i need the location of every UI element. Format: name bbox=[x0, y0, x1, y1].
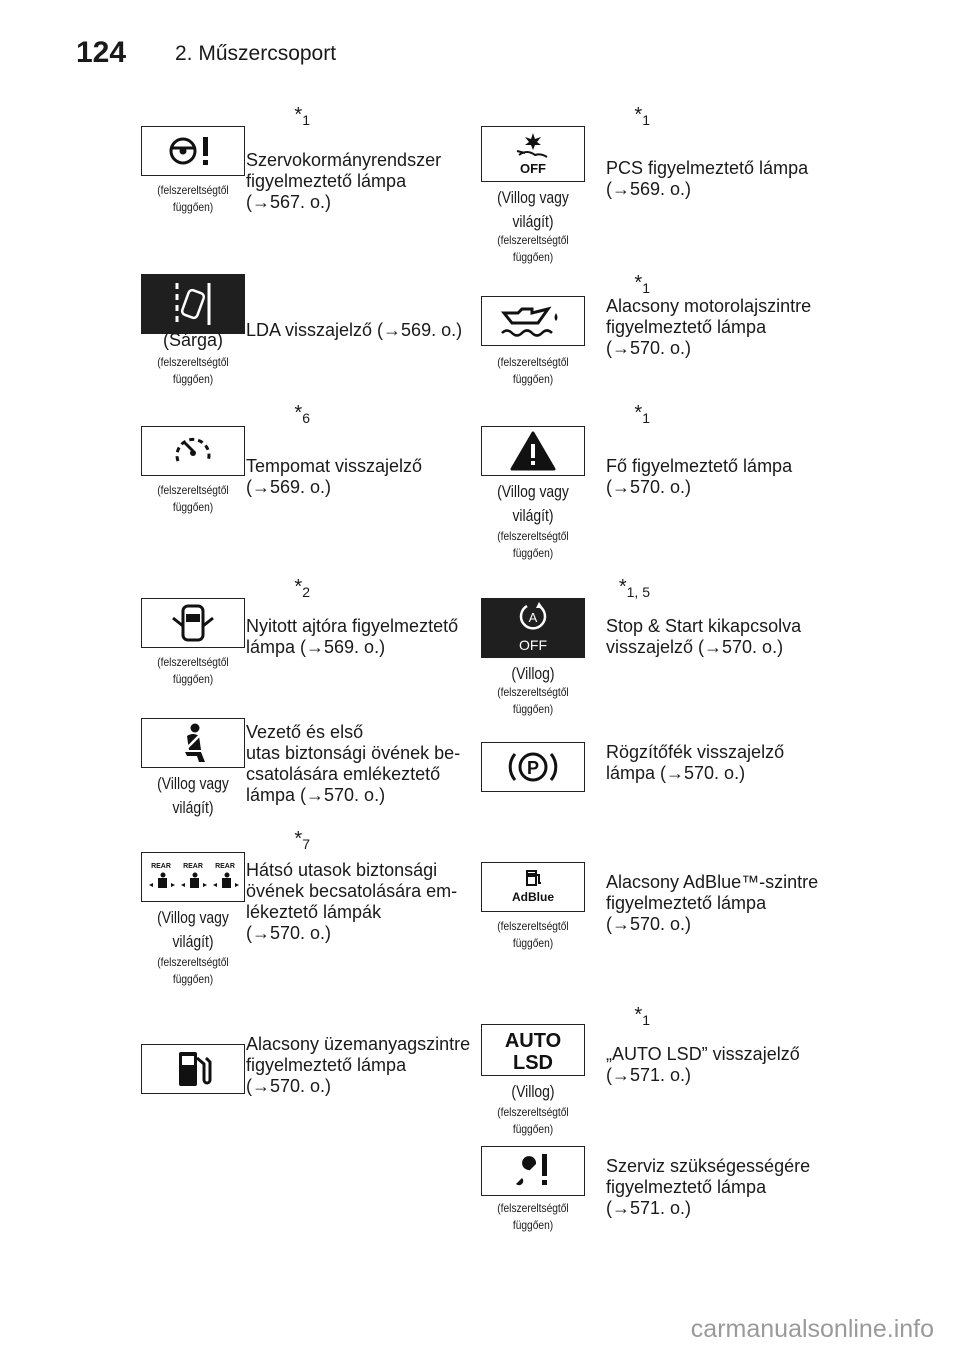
page-number: 124 bbox=[76, 36, 127, 69]
svg-text:A: A bbox=[528, 610, 538, 625]
page-header bbox=[0, 0, 960, 95]
footnote-marker: $*_1$ bbox=[634, 104, 650, 128]
svg-text:REAR: REAR bbox=[215, 863, 235, 870]
svg-text:AdBlue: AdBlue bbox=[512, 890, 554, 904]
indicator-description: Tempomat visszajelző (→569. o.) bbox=[246, 456, 423, 497]
pcs-off-icon bbox=[481, 126, 585, 182]
availability-note: (felszereltségtől függően) bbox=[157, 955, 229, 986]
indicator-description: Szervokormányrendszer figyelmeztető lámpa (→567. o.) bbox=[246, 150, 442, 212]
svg-text:AUTO: AUTO bbox=[504, 1030, 562, 1052]
availability-note: (felszereltségtől függően) bbox=[497, 1105, 569, 1136]
mode-note: (Villog) bbox=[511, 1082, 555, 1101]
availability-note: (felszereltségtől függően) bbox=[497, 919, 569, 950]
footnote-marker: $*_1$ bbox=[634, 272, 650, 296]
oil-level-icon bbox=[481, 296, 585, 346]
indicator-description: Alacsony motorolajszintre figyelmeztető lámpa (→570. o.) bbox=[606, 296, 812, 358]
watermark: carmanualsonline.info bbox=[690, 1315, 934, 1343]
parking-brake-icon bbox=[481, 742, 585, 792]
availability-note: (felszereltségtől függően) bbox=[497, 233, 569, 264]
indicator-description: Szerviz szükségességére figyelmeztető lámpa (→571. o.) bbox=[606, 1156, 811, 1218]
fuel-icon bbox=[141, 1044, 245, 1094]
availability-note: (felszereltségtől függően) bbox=[497, 685, 569, 716]
cruise-control-icon bbox=[141, 426, 245, 476]
footnote-marker: $*_{1, 5}$ bbox=[618, 576, 650, 600]
footnote-marker: $*_1$ bbox=[634, 402, 650, 426]
lda-icon bbox=[141, 274, 245, 334]
mode-note: (Villog vagy világít) bbox=[157, 774, 229, 817]
indicator-description: LDA visszajelző (→569. o.) bbox=[246, 320, 463, 340]
indicator-description: Stop & Start kikapcsolva visszajelző (→570. o.) bbox=[606, 616, 802, 657]
availability-note: (felszereltségtől függően) bbox=[157, 183, 229, 214]
indicator-description: Nyitott ajtóra figyelmeztető lámpa (→569. o.) bbox=[246, 616, 459, 657]
chapter-title: 2. Műszercsoport bbox=[175, 42, 337, 65]
mode-note: (Villog vagy világít) bbox=[157, 908, 229, 951]
footnote-marker: $*_1$ bbox=[634, 1004, 650, 1028]
indicator-description: Rögzítőfék visszajelző lámpa (→570. o.) bbox=[606, 742, 785, 783]
mode-note: (Villog vagy világít) bbox=[497, 482, 569, 525]
availability-note: (felszereltségtől függően) bbox=[157, 655, 229, 686]
indicator-description: PCS figyelmeztető lámpa (→569. o.) bbox=[606, 158, 809, 199]
indicator-description: Alacsony üzemanyagszintre figyelmeztető lámpa (→570. o.) bbox=[246, 1034, 471, 1096]
svg-text:LSD: LSD bbox=[513, 1052, 553, 1073]
svg-text:OFF: OFF bbox=[519, 637, 547, 653]
svg-text:REAR: REAR bbox=[183, 863, 203, 870]
seatbelt-icon bbox=[141, 718, 245, 768]
indicator-description: Vezető és első utas biztonsági övének be- csatolására emlékeztető lámpa (→570. o.) bbox=[246, 722, 461, 805]
rear-seatbelt-icon bbox=[141, 852, 245, 902]
availability-note: (felszereltségtől függően) bbox=[497, 1201, 569, 1232]
indicator-description: Alacsony AdBlue™-szintre figyelmeztető lámpa (→570. o.) bbox=[606, 872, 819, 934]
adblue-icon bbox=[481, 862, 585, 912]
availability-note: (felszereltségtől függően) bbox=[497, 529, 569, 560]
availability-note: (felszereltségtől függően) bbox=[497, 355, 569, 386]
availability-note: (felszereltségtől függően) bbox=[157, 483, 229, 514]
footnote-marker: $*_1$ bbox=[294, 104, 310, 128]
auto-lsd-icon bbox=[481, 1024, 585, 1076]
indicator-description: Fő figyelmeztető lámpa (→570. o.) bbox=[606, 456, 793, 497]
footnote-marker: $*_2$ bbox=[294, 576, 310, 600]
indicator-description: Hátsó utasok biztonsági övének becsatolására em- lékeztető lámpák (→570. o.) bbox=[246, 860, 458, 943]
mode-note: (Villog vagy világít) bbox=[497, 188, 569, 231]
svg-text:OFF: OFF bbox=[520, 161, 546, 176]
master-warning-icon bbox=[481, 426, 585, 476]
footnote-marker: $*_6$ bbox=[294, 402, 310, 426]
availability-note: (felszereltségtől függően) bbox=[157, 355, 229, 386]
stop-start-off-icon bbox=[481, 598, 585, 658]
svg-text:P: P bbox=[526, 758, 540, 778]
open-door-icon bbox=[141, 598, 245, 648]
svg-text:REAR: REAR bbox=[151, 863, 171, 870]
mode-note: (Sárga) bbox=[162, 330, 224, 350]
indicator-description: „AUTO LSD” visszajelző (→571. o.) bbox=[606, 1044, 800, 1085]
mode-note: (Villog) bbox=[511, 664, 555, 683]
service-icon bbox=[481, 1146, 585, 1196]
steering-warning-icon bbox=[141, 126, 245, 176]
footnote-marker: $*_7$ bbox=[294, 828, 310, 852]
